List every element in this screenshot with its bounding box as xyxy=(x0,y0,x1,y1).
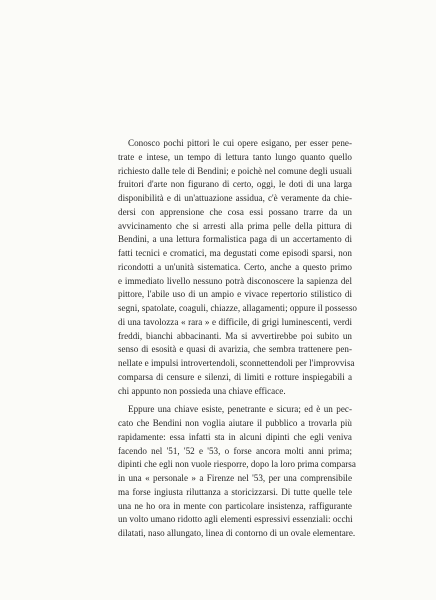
text-line: nellate e impulsi introvertendoli, sconnettendoli per l'improvvisa xyxy=(118,358,355,368)
text-line: chi appunto non possieda una chiave efficace. xyxy=(118,385,286,396)
text-line: dilatati, naso allungato, linea di contorno di un ovale elementare. xyxy=(118,528,356,538)
text-line: cato che Bendini non voglia aiutare il pubblico a trovarla più xyxy=(118,418,352,428)
text-line: rapidamente: essa infatti sta in alcuni dipinti che egli veniva xyxy=(118,431,352,442)
text-line: pittore, l'abile uso di un ampio e vivace repertorio stilistico di xyxy=(118,289,352,300)
text-line: freddi, bianchi abbacinanti. Ma si avvertirebbe poi subito un xyxy=(118,330,352,341)
text-line: richiesto dalle tele di Bendini; e poichè nel comune degli usuali xyxy=(118,165,352,176)
text-line: segni, spatolate, coaguli, chiazze, allagamenti; oppure il possesso xyxy=(118,303,357,313)
text-line: di una tavolozza « rara » e difficile, di grigi luminescenti, verdi xyxy=(118,316,352,327)
text-line: dipinti che egli non vuole riesporre, dopo la loro prima comparsa xyxy=(118,459,356,470)
paragraph-1 xyxy=(118,137,357,398)
text-line: senso di esosità e quasi di avarizia, che sembra trattenere pen- xyxy=(118,344,352,355)
text-line: in una « personale » a Firenze nel '53, per una comprensibile xyxy=(118,473,352,483)
text-line: Conosco pochi pittori le cui opere esigano, per esser pene- xyxy=(128,138,352,148)
text-line: Bendini, a una lettura formalistica paga di un accertamento di xyxy=(118,234,352,245)
text-line: una ne ho ora in mente con particolare insistenza, raffigurante xyxy=(118,500,352,511)
text-line: avvicinamento che si arresti alla prima pelle della pittura di xyxy=(118,220,352,231)
paragraph-2 xyxy=(118,403,356,541)
text-line: Eppure una chiave esiste, penetrante e sicura; ed è un pec- xyxy=(128,404,352,415)
text-line: trate e intese, un tempo di lettura tanto lungo quanto quello xyxy=(118,151,352,162)
text-line: e immediato livello nessuno potrà disconoscere la sapienza del xyxy=(118,275,352,286)
text-line: facendo nel '51, '52 e '53, o forse ancora molti anni prima; xyxy=(118,445,352,456)
text-line: fatti tecnici e cromatici, ma degustati come episodi sparsi, non xyxy=(118,248,352,258)
text-line: dersi con apprensione che cosa essi possano trarre da un xyxy=(118,206,352,217)
text-line: disponibilità e di un'attuazione assidua, c'è veramente da chie- xyxy=(118,193,352,203)
text-line: comparsa di censure e silenzi, di limiti e rotture inspiegabili a xyxy=(118,371,352,382)
text-line: fruitori d'arte non figurano di certo, oggi, le doti di una larga xyxy=(118,179,352,190)
text-line: ma forse ingiusta riluttanza a storicizzarsi. Di tutte quelle tele xyxy=(118,486,352,497)
body-text xyxy=(118,137,357,541)
text-line: un volto umano ridotto agli elementi espressivi essenziali: occhi xyxy=(118,514,353,525)
text-line: ricondotti a un'unità sistematica. Certo, anche a questo primo xyxy=(118,261,352,272)
